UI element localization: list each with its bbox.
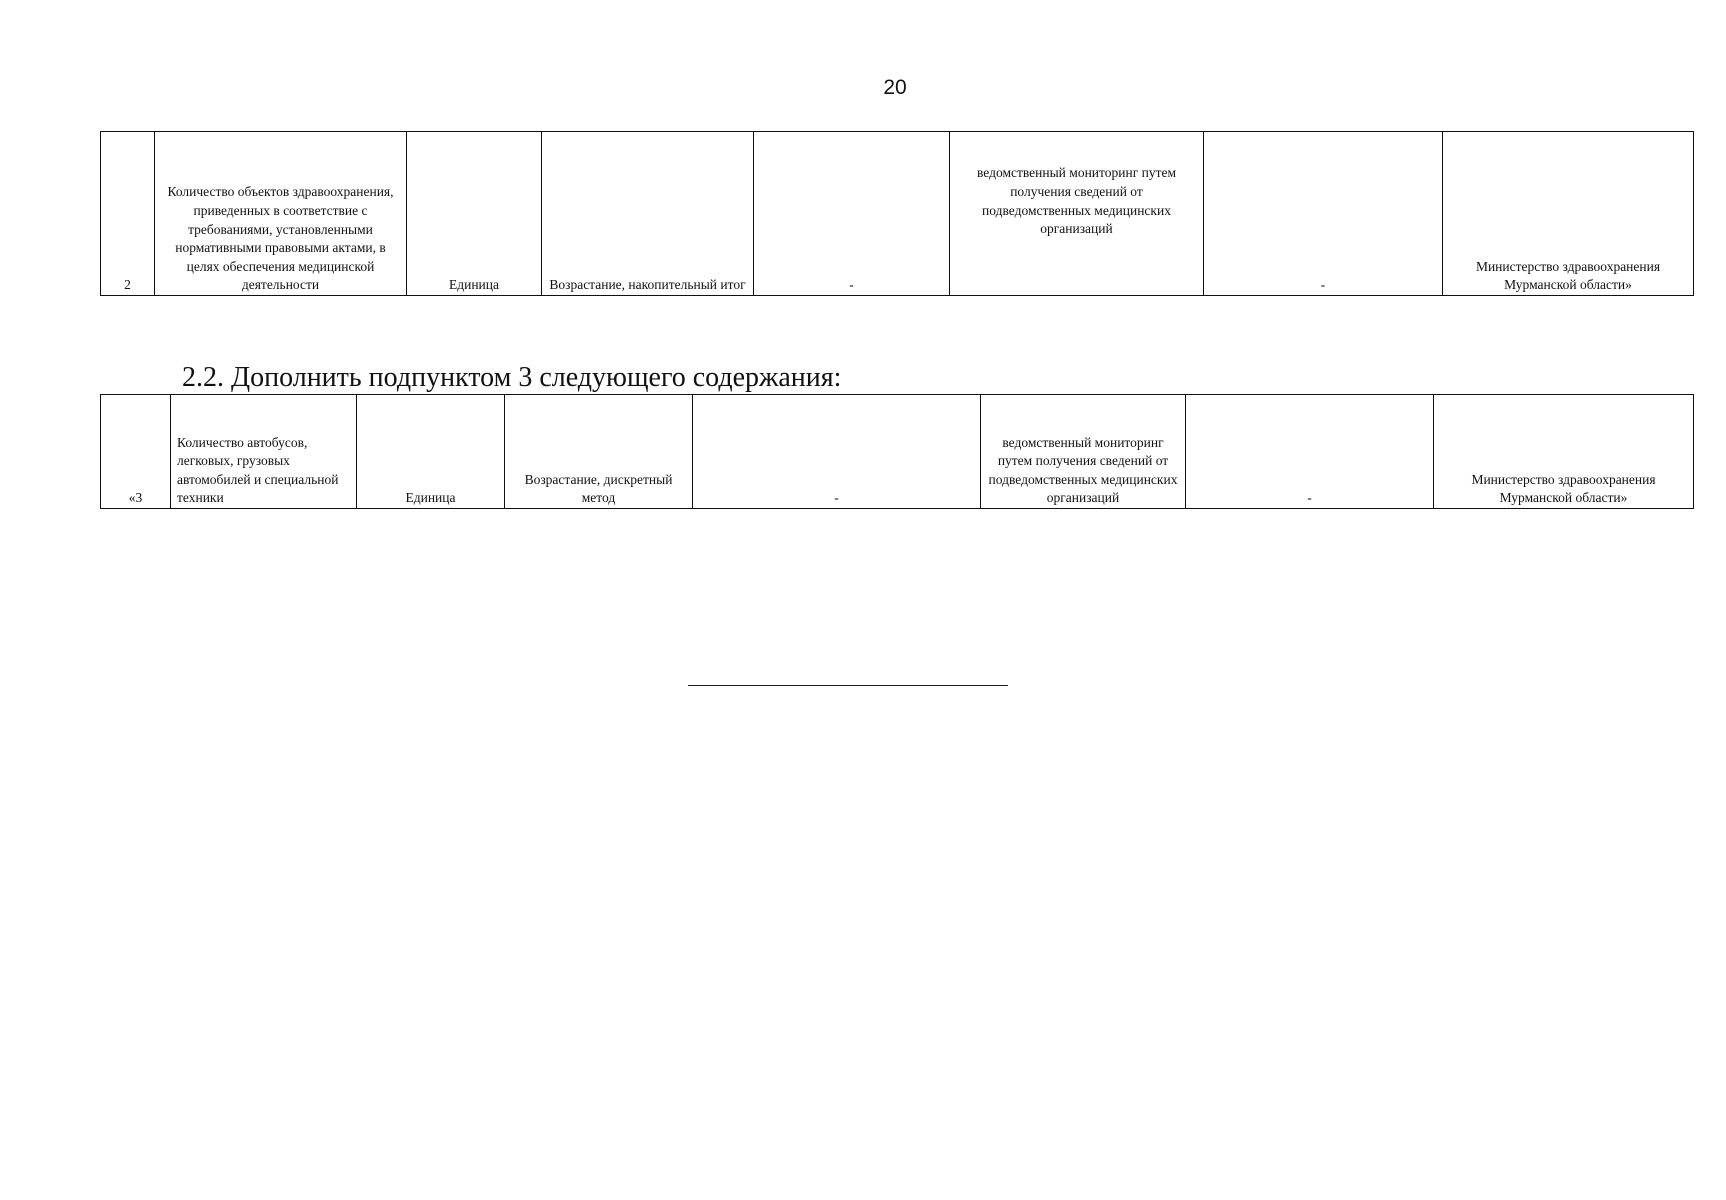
unit-cell: Единица xyxy=(407,132,542,296)
unit-cell: Единица xyxy=(357,395,505,509)
end-of-document-rule xyxy=(688,685,1008,686)
row-number: «3 xyxy=(101,395,171,509)
page-number: 20 xyxy=(883,76,907,99)
empty-value-cell: - xyxy=(1204,132,1443,296)
empty-value-cell: - xyxy=(754,132,950,296)
indicators-table-1 xyxy=(100,131,1694,296)
section-heading: 2.2. Дополнить подпунктом 3 следующего содержания: xyxy=(182,362,842,393)
table-row xyxy=(101,395,1694,509)
data-source-cell: ведомственный мониторинг путем получения сведений от подведомственных медицинских организаций xyxy=(950,132,1204,296)
empty-value-cell: - xyxy=(693,395,981,509)
dynamics-cell: Возрастание, дискретный метод xyxy=(505,395,693,509)
responsible-cell: Министерство здравоохранения Мурманской области» xyxy=(1443,132,1694,296)
indicators-table-2 xyxy=(100,394,1694,509)
dynamics-cell: Возрастание, накопительный итог xyxy=(542,132,754,296)
row-number: 2 xyxy=(101,132,155,296)
table-row xyxy=(101,132,1694,296)
data-source-cell: ведомственный мониторинг путем получения сведений от подведомственных медицинских организаций xyxy=(981,395,1186,509)
indicator-name: Количество объектов здравоохранения, приведенных в соответствие с требованиями, установленными нормативными правовыми актами, в целях обеспечения медицинской деятельности xyxy=(155,132,407,296)
indicator-name: Количество автобусов, легковых, грузовых автомобилей и специальной техники xyxy=(171,395,357,509)
empty-value-cell: - xyxy=(1186,395,1434,509)
responsible-cell: Министерство здравоохранения Мурманской области» xyxy=(1434,395,1694,509)
